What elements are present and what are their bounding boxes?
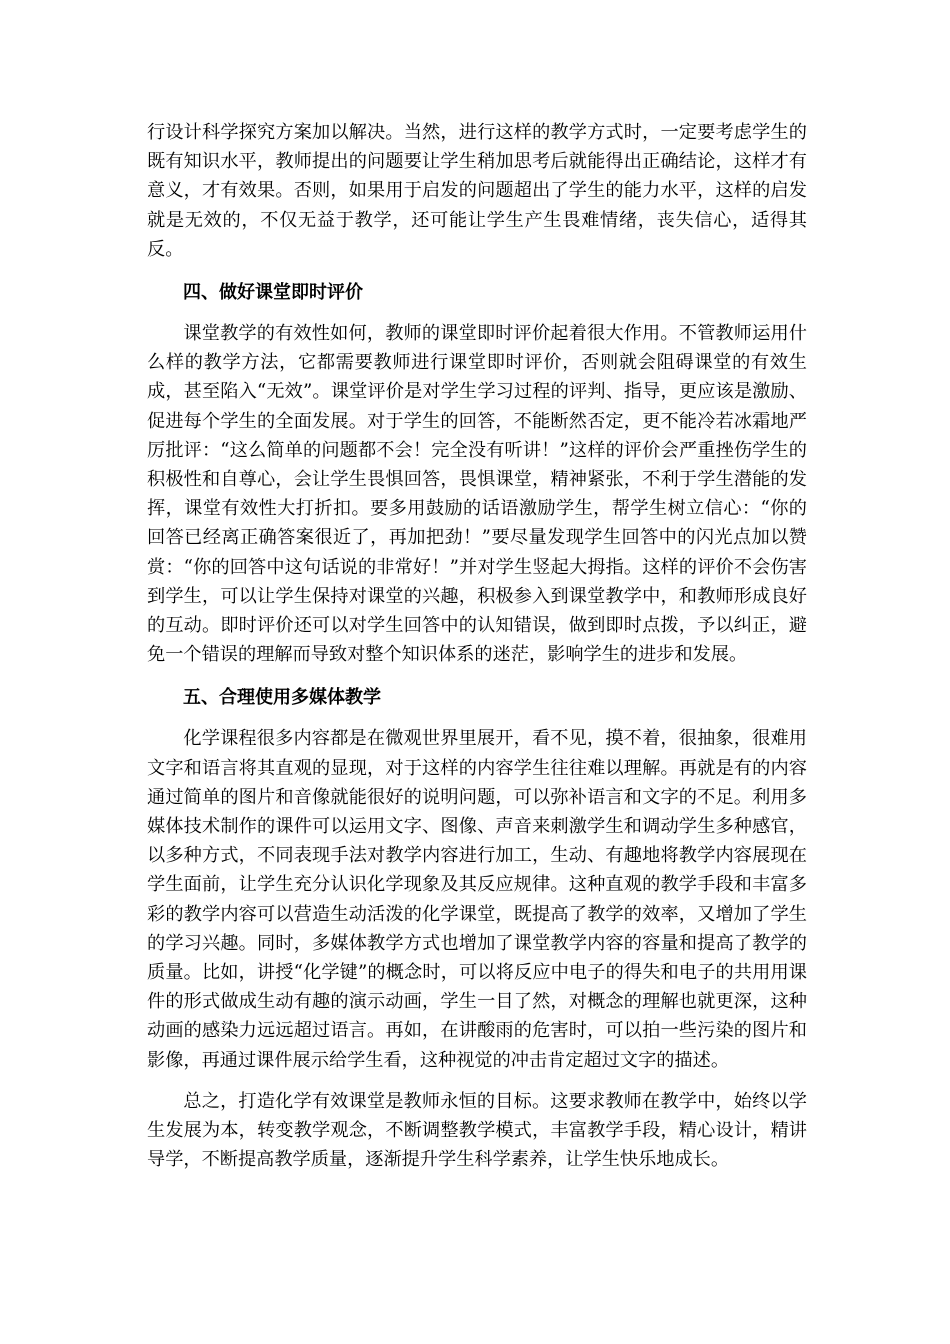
- section-heading-4: 四、做好课堂即时评价: [183, 282, 363, 304]
- paragraph-section-5: 化学课程很多内容都是在微观世界里展开，看不见，摸不着，很抽象，很难用文字和语言将其直观的显现，对于这样的内容学生往往难以理解。再就是有的内容通过简单的图片和音像就能很好的说明问题，可以弥补语言和文字的不足。利用多媒体技术制作的课件可以运用文字、图像、声音来刺激学生和调动学生多种感官，以多种方式，不同表现手法对教学内容进行加工，生动、有趣地将教学内容展现在学生面前，让学生充分认识化学现象及其反应规律。这种直观的教学手段和丰富多彩的教学内容可以营造生动活泼的化学课堂，既提高了教学的效率，又增加了学生的学习兴趣。同时，多媒体教学方式也增加了课堂教学内容的容量和提高了教学的质量。比如，讲授“化学键”的概念时，可以将反应中电子的得失和电子的共用用课件的形式做成生动有趣的演示动画，学生一目了然，对概念的理解也就更深，这种动画的感染力远远超过语言。再如，在讲酸雨的危害时，可以拍一些污染的图片和影像，再通过课件展示给学生看，这种视觉的冲击肯定超过文字的描述。: [147, 728, 807, 1071]
- paragraph-conclusion: 总之，打造化学有效课堂是教师永恒的目标。这要求教师在教学中，始终以学生发展为本，转变教学观念，不断调整教学模式，丰富教学手段，精心设计，精讲导学，不断提高教学质量，逐渐提升学生科学素养，让学生快乐地成长。: [147, 1090, 807, 1171]
- paragraph-section-4: 课堂教学的有效性如何，教师的课堂即时评价起着很大作用。不管教师运用什么样的教学方法，它都需要教师进行课堂即时评价，否则就会阻碍课堂的有效生成，甚至陷入“无效”。课堂评价是对学生学习过程的评判、指导，更应该是激励、促进每个学生的全面发展。对于学生的回答，不能断然否定，更不能冷若冰霜地严厉批评：“这么简单的问题都不会！完全没有听讲！”这样的评价会严重挫伤学生的积极性和自尊心，会让学生畏惧回答，畏惧课堂，精神紧张，不利于学生潜能的发挥，课堂有效性大打折扣。要多用鼓励的话语激励学生，帮学生树立信心：“你的回答已经离正确答案很近了，再加把劲！”要尽量发现学生回答中的闪光点加以赞赏：“你的回答中这句话说的非常好！”并对学生竖起大拇指。这样的评价不会伤害到学生，可以让学生保持对课堂的兴趣，积极参入到课堂教学中，和教师形成良好的互动。即时评价还可以对学生回答中的认知错误，做到即时点拨，予以纠正，避免一个错误的理解而导致对整个知识体系的迷茫，影响学生的进步和发展。: [147, 323, 807, 666]
- paragraph-continued: 行设计科学探究方案加以解决。当然，进行这样的教学方式时，一定要考虑学生的既有知识水平，教师提出的问题要让学生稍加思考后就能得出正确结论，这样才有意义，才有效果。否则，如果用于启发的问题超出了学生的能力水平，这样的启发就是无效的，不仅无益于教学，还可能让学生产生畏难情绪，丧失信心，适得其反。: [147, 122, 807, 260]
- document-page: [147, 118, 807, 1175]
- section-heading-5: 五、合理使用多媒体教学: [183, 687, 381, 709]
